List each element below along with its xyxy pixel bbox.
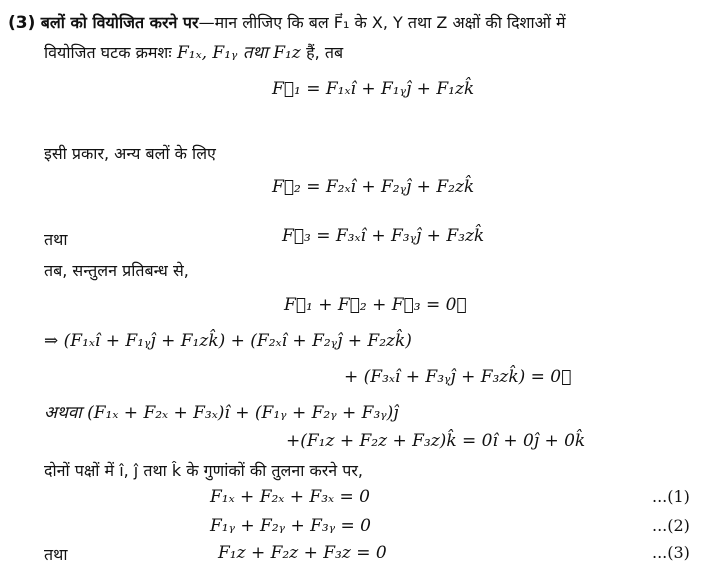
- equation-f3: F⃗₃ = F₃ₓî + F₃ᵧĵ + F₃zk̂: [282, 226, 485, 246]
- equation-2: F₁ᵧ + F₂ᵧ + F₃ᵧ = 0: [210, 516, 372, 536]
- equation-3: F₁z + F₂z + F₃z = 0: [218, 543, 387, 563]
- equation-1: F₁ₓ + F₂ₓ + F₃ₓ = 0: [210, 487, 370, 507]
- equation-f2: F⃗₂ = F₂ₓî + F₂ᵧĵ + F₂zk̂: [272, 177, 475, 197]
- equation-f1: F⃗₁ = F₁ₓî + F₁ᵧĵ + F₁zk̂: [272, 79, 475, 99]
- section-heading-line: [8, 12, 566, 34]
- section-intro-text: —मान लीजिए कि बल F⃗₁ के X, Y तथा Z अक्षों की दिशाओं में: [198, 13, 566, 32]
- equation-expand-line-2: + (F₃ₓî + F₃ᵧĵ + F₃zk̂) = 0⃗: [344, 367, 572, 387]
- equation-or-line-1: अथवा (F₁ₓ + F₂ₓ + F₃ₓ)î + (F₁ᵧ + F₂ᵧ + F₃ᵧ)ĵ: [44, 403, 399, 423]
- section-title: बलों को वियोजित करने पर: [40, 13, 199, 32]
- label-tatha-1: तथा: [44, 230, 68, 249]
- label-tatha-2: तथा: [44, 545, 68, 564]
- text-equilibrium: तब, सन्तुलन प्रतिबन्ध से,: [44, 261, 189, 280]
- equation-sum: F⃗₁ + F⃗₂ + F⃗₃ = 0⃗: [284, 295, 467, 315]
- text-similarly: इसी प्रकार, अन्य बलों के लिए: [44, 144, 216, 163]
- equation-expand-line-1: ⇒ (F₁ₓî + F₁ᵧĵ + F₁zk̂) + (F₂ₓî + F₂ᵧĵ + F₂zk̂): [44, 331, 412, 351]
- components-suffix: हैं, तब: [306, 43, 344, 62]
- equation-1-number: ...(1): [652, 487, 690, 506]
- components-prefix: वियोजित घटक क्रमशः: [44, 43, 172, 62]
- components-line: [44, 42, 343, 64]
- section-number: (3): [8, 13, 36, 33]
- equation-3-number: ...(3): [652, 543, 690, 562]
- equation-or-line-2: +(F₁z + F₂z + F₃z)k̂ = 0î + 0ĵ + 0k̂: [286, 431, 586, 451]
- equation-2-number: ...(2): [652, 516, 690, 535]
- components-list: F₁ₓ, F₁ᵧ तथा F₁z: [176, 43, 301, 63]
- text-compare: दोनों पक्षों में î, ĵ तथा k̂ के गुणांकों की तुलना करने पर,: [44, 461, 363, 480]
